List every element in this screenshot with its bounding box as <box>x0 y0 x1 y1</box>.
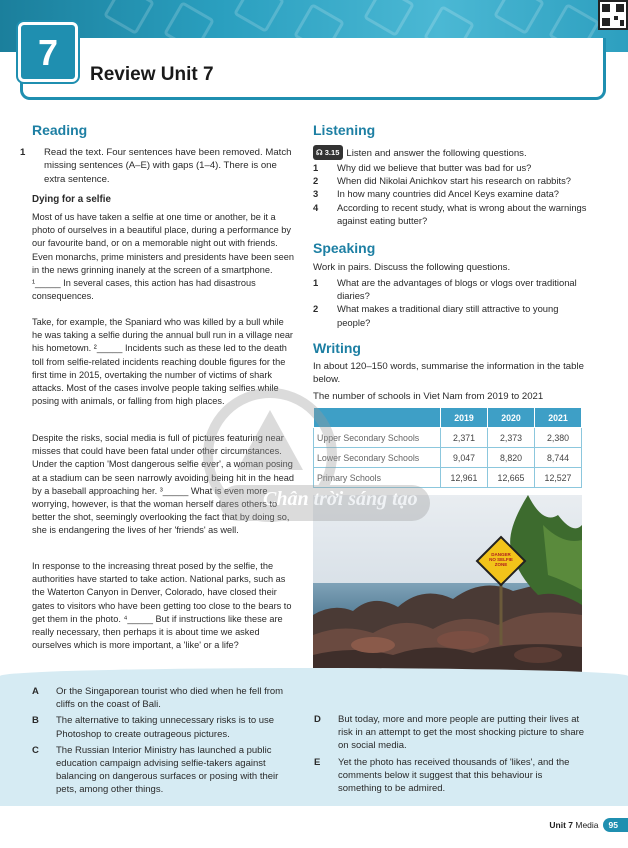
article-paragraph-4: In response to the increasing threat posed by the selfie, the authorities have started to take action. National parks, such as the Waterton Canyon in Denver, Colorado, have closed their gates to visitors who have been getting too close to the bears to get them in the photo. ⁴_____ But if instructions like these are really necessary, then perhaps it is about time we asked ourselves which is more important, a 'like' or a life? <box>32 561 292 651</box>
answer-options-left <box>32 685 299 797</box>
gap-3: ³_____ <box>159 485 189 496</box>
qr-code <box>598 0 628 30</box>
column-header: 2021 <box>535 408 582 428</box>
reading-instruction: 1 Read the text. Four sentences have been removed. Match missing sentences (A–E) with gaps (1–4). There is one extra sentence. <box>20 147 292 185</box>
table-row: Lower Secondary Schools 9,047 8,820 8,744 <box>314 448 582 468</box>
list-item: 1 Why did we believe that butter was bad for us? <box>313 162 532 173</box>
headphones-icon: ☊ <box>316 148 323 157</box>
table-row: Primary Schools 12,961 12,665 12,527 <box>314 468 582 488</box>
listening-instruction: ☊ 3.15 Listen and answer the following questions. <box>313 145 593 160</box>
article-title: Dying for a selfie <box>32 194 111 205</box>
table-title: The number of schools in Viet Nam from 2019 to 2021 <box>313 391 544 402</box>
table-row: Upper Secondary Schools 2,371 2,373 2,380 <box>314 428 582 448</box>
option-E: E Yet the photo has received thousands of 'likes', and the comments below it suggest that this behaviour is something to be admired. <box>314 756 570 795</box>
list-item: 2 When did Nikolai Anichkov start his research on rabbits? <box>313 175 571 187</box>
gap-2: ²_____ <box>93 343 123 354</box>
option-B: B The alternative to taking unnecessary risks is to use Photoshop to create outrageous pictures. <box>32 715 275 740</box>
danger-sign-photo <box>313 495 582 673</box>
audio-track-badge[interactable]: ☊ 3.15 <box>313 145 343 160</box>
gap-4: ⁴_____ <box>123 613 153 624</box>
list-item: 1 What are the advantages of blogs or vlogs over traditional diaries? <box>313 277 577 302</box>
sign-text: DANGER NO SELFIE ZONE <box>489 552 513 567</box>
column-header: 2020 <box>488 408 535 428</box>
list-item: 3 In how many countries did Ancel Keys examine data? <box>313 188 560 200</box>
writing-heading: Writing <box>313 340 361 356</box>
listening-heading: Listening <box>313 122 376 138</box>
column-header: 2019 <box>441 408 488 428</box>
unit-number-badge: 7 <box>18 22 78 82</box>
reading-heading: Reading <box>32 122 88 138</box>
speaking-instruction: Work in pairs. Discuss the following questions. <box>313 262 511 273</box>
page-number: 95 <box>603 818 628 832</box>
writing-instruction: In about 120–150 words, summarise the information in the table below. <box>313 361 584 386</box>
list-item: 4 According to recent study, what is wrong about the warnings against eating butter? <box>313 201 587 226</box>
list-item: 2 What makes a traditional diary still attractive to young people? <box>313 303 559 328</box>
speaking-questions <box>313 276 587 329</box>
table-header-row <box>314 408 582 428</box>
speaking-heading: Speaking <box>313 240 376 256</box>
answer-options-right <box>314 713 588 795</box>
article-paragraph-3: Despite the risks, social media is full of pictures featuring near misses that could have been fatal under other circumstances. Under the caption 'Most dangerous selfie ever', a woman posing at a stadium can be seen narrowly avoiding being hit in the head by a baseball approaching her. ³_____ What is even more worrying, however, is that the woman herself dares others to better the shot, seemingly overlooking the fact that by doing so, she is endangering the lives of her 'friends' as well. <box>32 433 295 536</box>
page-title: Review Unit 7 <box>90 64 214 85</box>
page-footer: Unit 7 Media 95 <box>549 818 628 832</box>
article-paragraph-2: Take, for example, the Spaniard who was killed by a bull while he was taking a selfie during the annual bull run in a village near his hometown. ²_____ Incidents such as these led to the death toll from selfie-related incidents reaching double figures for the first time in 2015, overtaking the number of victims of shark attacks. Most of the cases involve people taking selfies while posing with animals, or falling from high places. <box>32 317 293 407</box>
schools-table <box>313 407 582 488</box>
listening-questions <box>313 161 593 227</box>
option-A: A Or the Singaporean tourist who died when he fell from cliffs on the coast of Bali. <box>32 686 284 711</box>
gap-1: ¹_____ <box>32 278 61 289</box>
option-C: C The Russian Interior Ministry has launched a public education campaign advising selfie-takers against balancing on dangerous surfaces or posing with their pets, among other things. <box>32 744 279 796</box>
article-paragraph-1: Most of us have taken a selfie at one time or another, be it a photo of ourselves in a beautiful place, during a performance by our favourite band, or on a memorable night out with friends. Even monarchs, prime ministers and presidents have been seen in the news grinning inanely at the screen of a smartphone. ¹_____ In several cases, this action has had disastrous consequences. <box>32 212 294 302</box>
watermark-text: Chân trời sáng tạo <box>263 488 418 510</box>
option-D: D But today, more and more people are putting their lives at risk in an attempt to get the most shocking picture to share on social media. <box>314 714 585 752</box>
